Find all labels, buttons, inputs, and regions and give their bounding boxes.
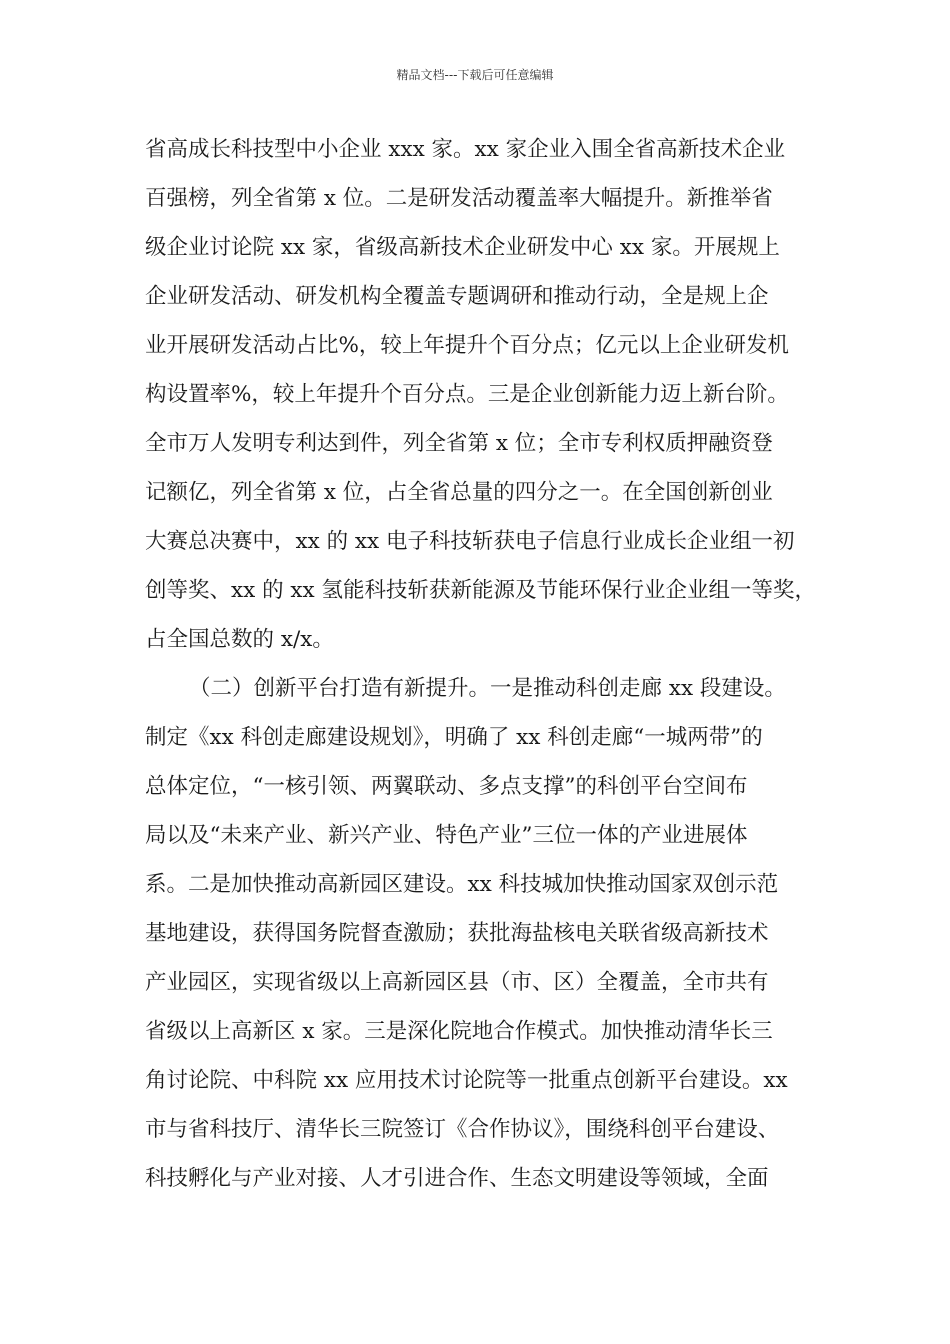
- paragraph-line: 创等奖、xx 的 xx 氢能科技斩获新能源及节能环保行业企业组一等奖，: [145, 578, 817, 603]
- paragraph-line: 大赛总决赛中，xx 的 xx 电子科技斩获电子信息行业成长企业组一初: [145, 529, 795, 554]
- document-body: [145, 130, 815, 1208]
- paragraph-line: 局以及“未来产业、新兴产业、特色产业”三位一体的产业进展体: [145, 823, 748, 848]
- paragraph-line: 全市万人发明专利达到件，列全省第 x 位；全市专利权质押融资登: [145, 431, 773, 456]
- paragraph-line: 占全国总数的 x/x。: [145, 627, 334, 652]
- paragraph-line: 市与省科技厅、清华长三院签订《合作协议》，围绕科创平台建设、: [145, 1117, 780, 1142]
- page-header: 精品文档---下载后可任意编辑: [396, 68, 554, 82]
- paragraph-line: 制定《xx 科创走廊建设规划》，明确了 xx 科创走廊“一城两带”的: [145, 725, 763, 750]
- paragraph-line: 业开展研发活动占比%，较上年提升个百分点；亿元以上企业研发机: [145, 333, 789, 358]
- paragraph-line: 百强榜，列全省第 x 位。二是研发活动覆盖率大幅提升。新推举省: [145, 186, 773, 211]
- section-heading-line: （二）创新平台打造有新提升。一是推动科创走廊 xx 段建设。: [189, 676, 786, 701]
- paragraph-line: 角讨论院、中科院 xx 应用技术讨论院等一批重点创新平台建设。xx: [145, 1068, 788, 1093]
- paragraph-line: 省级以上高新区 x 家。三是深化院地合作模式。加快推动清华长三: [145, 1019, 773, 1044]
- paragraph-line: 省高成长科技型中小企业 xxx 家。xx 家企业入围全省高新技术企业: [145, 137, 786, 162]
- paragraph-line: 总体定位，“一核引领、两翼联动、多点支撑”的科创平台空间布: [145, 774, 748, 799]
- paragraph-line: 构设置率%，较上年提升个百分点。三是企业创新能力迈上新台阶。: [145, 382, 789, 407]
- paragraph-line: 基地建设，获得国务院督查激励；获批海盐核电关联省级高新技术: [145, 921, 769, 946]
- paragraph-line: 企业研发活动、研发机构全覆盖专题调研和推动行动，全是规上企: [145, 284, 769, 309]
- paragraph-line: 系。二是加快推动高新园区建设。xx 科技城加快推动国家双创示范: [145, 872, 779, 897]
- paragraph-line: 产业园区，实现省级以上高新园区县（市、区）全覆盖，全市共有: [145, 970, 769, 995]
- paragraph-line: 科技孵化与产业对接、人才引进合作、生态文明建设等领域，全面: [145, 1166, 769, 1191]
- paragraph-line: 记额亿，列全省第 x 位，占全省总量的四分之一。在全国创新创业: [145, 480, 773, 505]
- paragraph-line: 级企业讨论院 xx 家，省级高新技术企业研发中心 xx 家。开展规上: [145, 235, 780, 260]
